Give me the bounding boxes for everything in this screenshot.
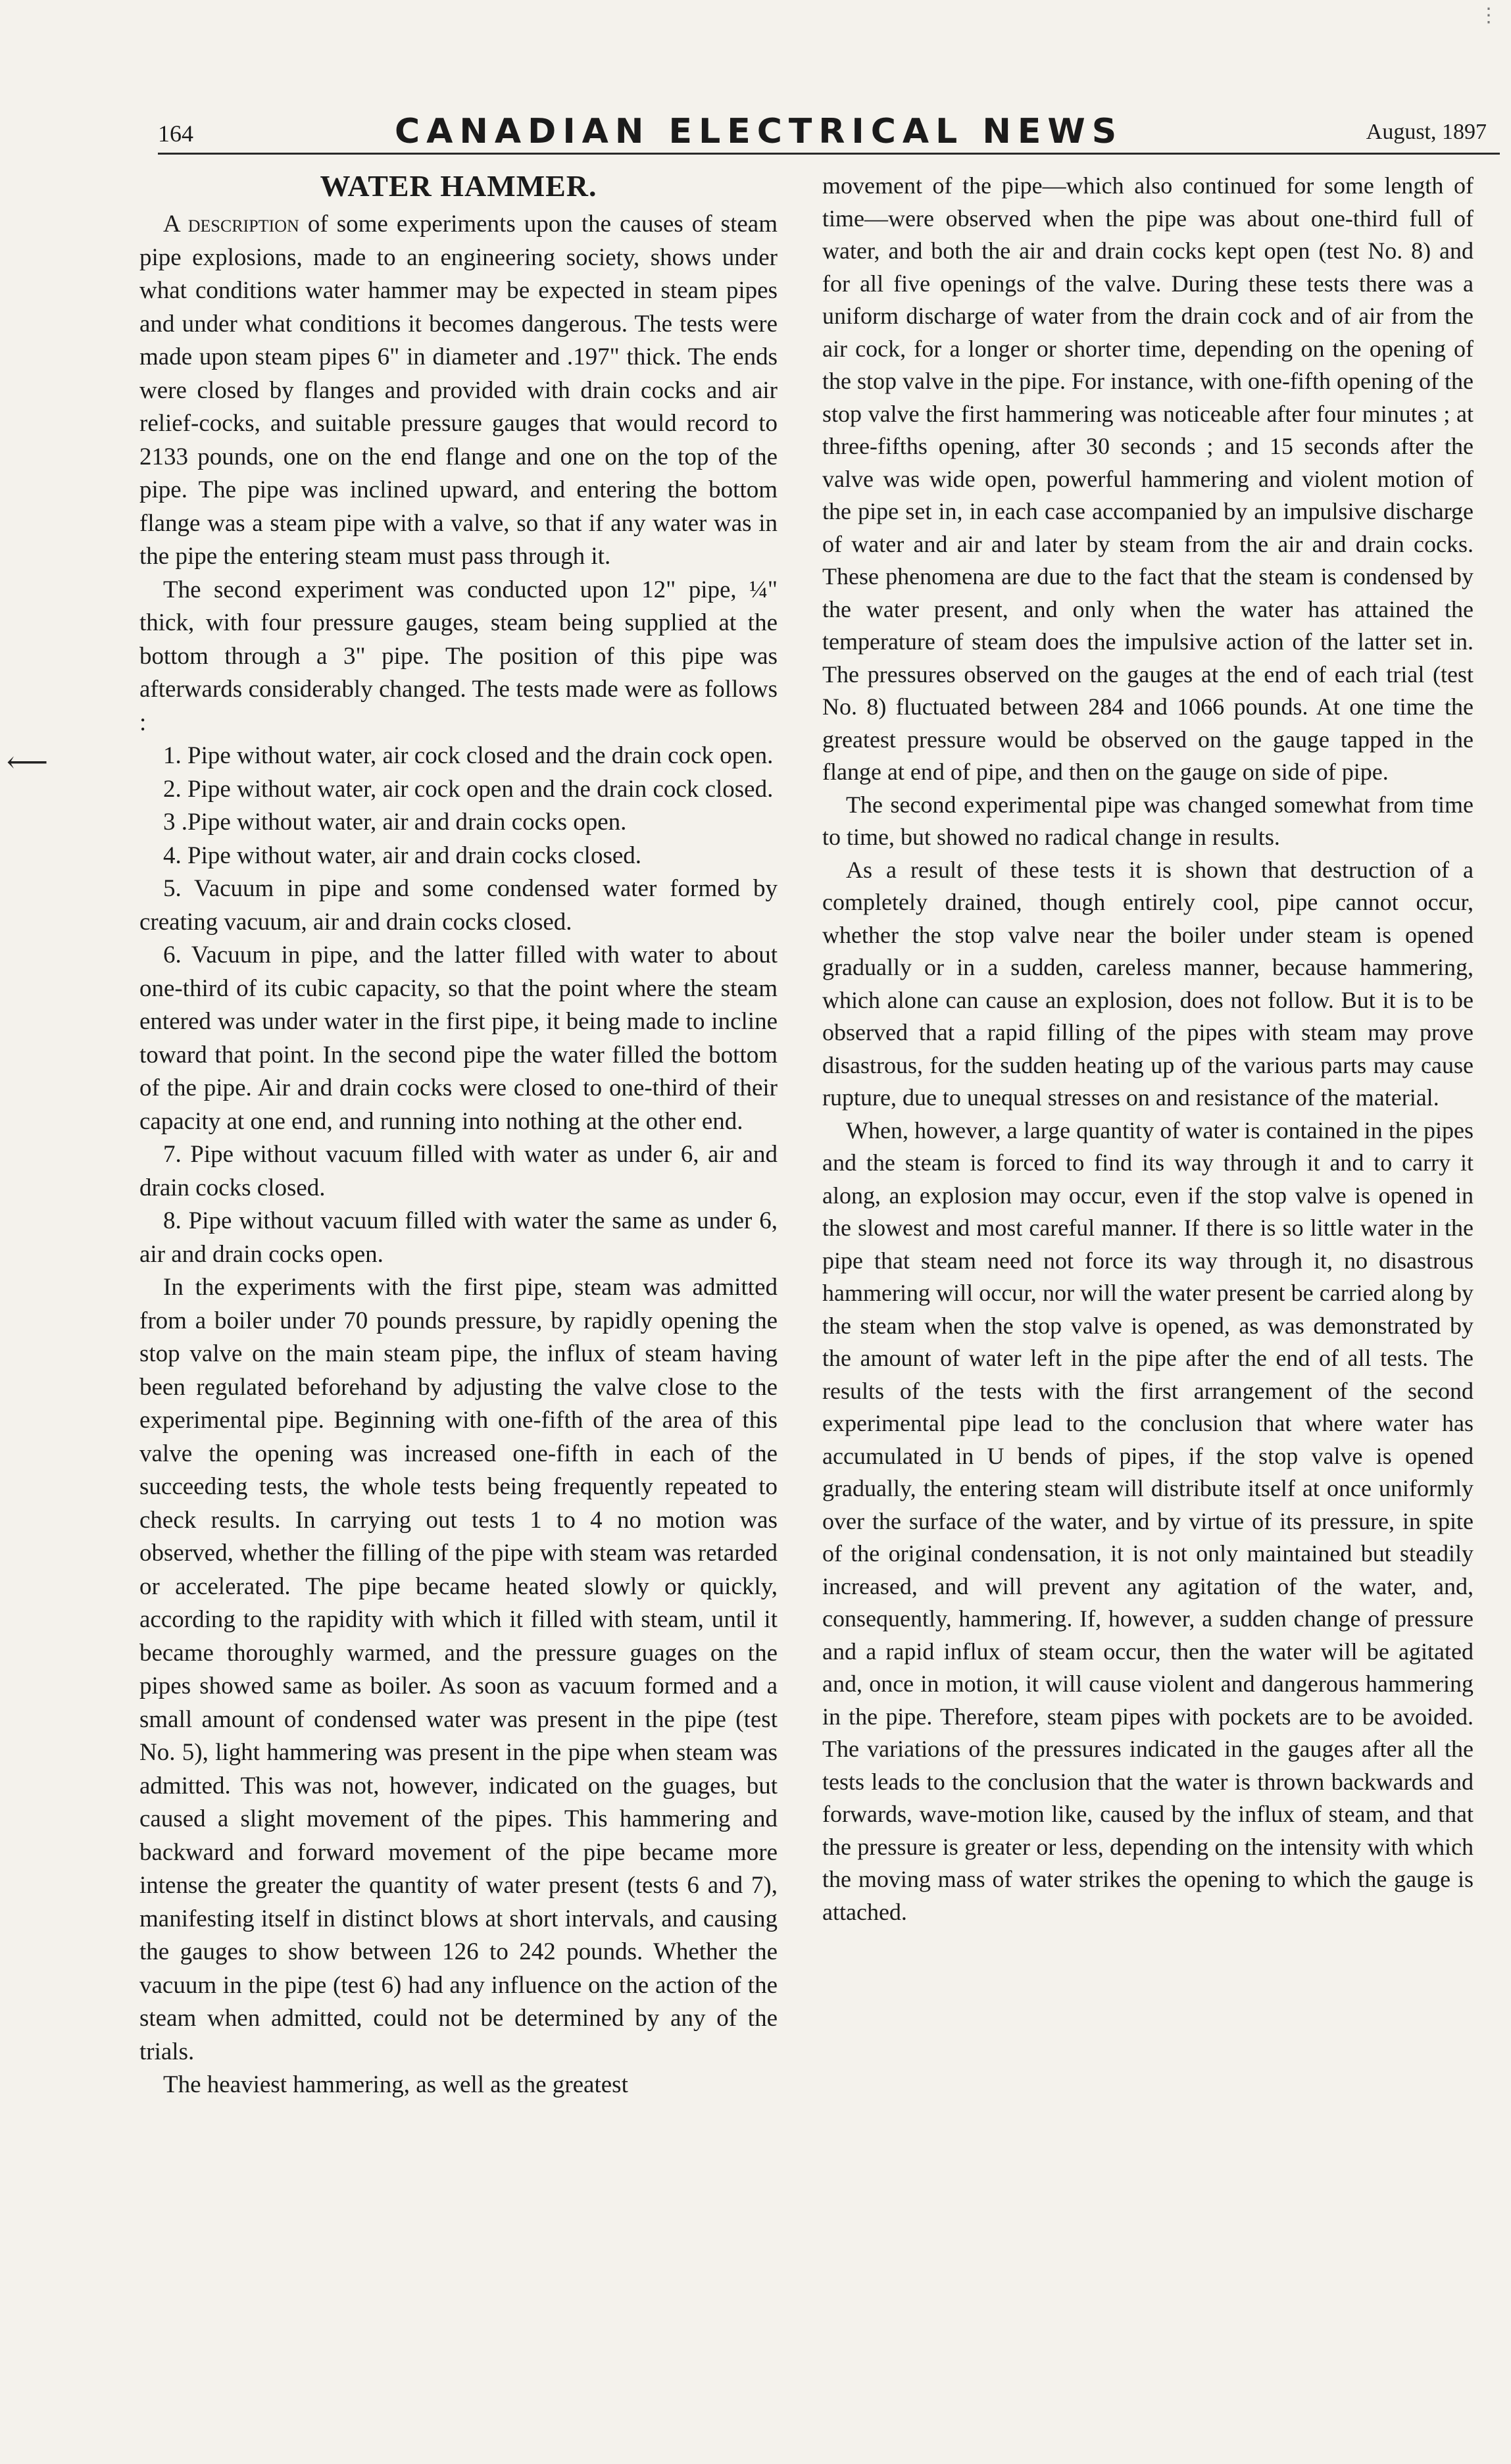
page-number: 164 <box>158 120 193 147</box>
list-item: 6. Vacuum in pipe, and the latter filled with water to about one-third of its cubic capacity, so that the point where the steam entered was under water in the first pipe, it being made to incline toward that point. In the second pipe the water filled the bottom of the pipe. Air and drain cocks were closed to one-third of their capacity at one end, and running into nothing at the other end. <box>139 942 778 1135</box>
paragraph: In the experiments with the first pipe, steam was admitted from a boiler under 70 pounds pressure, by rapidly opening the stop valve on the main steam pipe, the influx of steam having been regulated beforehand by adjusting the valve close to the experimental pipe. Beginning with one-fifth of the area of this valve the opening was increased one-fifth in each of the succeeding tests, the whole tests being frequently repeated to check results. In carrying out tests 1 to 4 no motion was observed, whether the filling of the pipe with steam was retarded or accelerated. The pipe became heated slowly or quickly, according to the rapidity with which it filled with steam, until it became thoroughly warmed, and the pressure guages on the pipes showed same as boiler. As soon as vacuum formed and a small amount of condensed water was present in the pipe (test No. 5), light hammering was present in the pipe when steam was admitted. This was not, however, indicated on the guages, but caused a slight movement of the pipes. This hammering and backward and forward movement of the pipe became more intense the greater the quantity of water present (tests 6 and 7), manifesting itself in distinct blows at short intervals, and causing the gauges to show between 126 to 242 pounds. Whether the vacuum in the pipe (test 6) had any influence on the action of the steam when admitted, could not be determined by any of the trials. <box>139 1274 778 2065</box>
list-item: 8. Pipe without vacuum filled with water the same as under 6, air and drain cocks open. <box>139 1207 778 1268</box>
paragraph: When, however, a large quantity of water is contained in the pipes and the steam is forced to find its way through it and to carry it along, an explosion may occur, even if the stop valve is opened in the slowest and most careful manner. If there is so little water in the pipe that steam need not force its way through it, no disastrous hammering will occur, nor will the water present be carried along by the steam when the stop valve is opened, as was demonstrated by the amount of water left in the pipe after the end of all tests. The results of the tests with the first arrangement of the second experimental pipe lead to the conclusion that where water has accumulated in U bends of pipes, if the stop valve is opened gradually, the entering steam will distribute itself at once uniformly over the surface of the water, and by virtue of its pressure, in spite of the original condensation, it is not only maintained but steadily increased, and will prevent any agitation of the water, and, consequently, hammering. If, however, a sudden change of pressure and a rapid influx of steam occur, then the water will be agitated and, once in motion, it will cause violent and dangerous hammering in the pipe. Therefore, steam pipes with pockets are to be avoided. The variations of the pressures indicated in the gauges after all the tests leads to the conclusion that the water is thrown backwards and forwards, wave-motion like, caused by the influx of steam, and that the pressure is greater or less, depending on the intensity with which the moving mass of water strikes the opening to which the gauge is attached. <box>822 1117 1474 1925</box>
issue-date: August, 1897 <box>1366 120 1487 144</box>
lead-smallcaps: A description <box>163 211 299 238</box>
article-title: WATER HAMMER. <box>320 169 597 203</box>
right-column <box>822 170 1474 1928</box>
lead-text: of some experiments upon the causes of steam pipe explosions, made to an engineering society, shows under what conditions water hammer may be expected in steam pipes and under what conditions it becomes dangerous. The tests were made upon steam pipes 6" in diameter and .197" thick. The ends were closed by flanges and provided with drain cocks and air relief-cocks, and suitable pressure gauges that would record to 2133 pounds, one on the end flange and one on the top of the pipe. The pipe was inclined upward, and entering the bottom flange was a steam pipe with a valve, so that if any water was in the pipe the entering steam must pass through it. <box>139 211 778 570</box>
list-item: 2. Pipe without water, air cock open and the drain cock closed. <box>163 775 774 803</box>
corner-mark: ⋮ <box>1479 4 1499 27</box>
header-rule <box>158 153 1500 155</box>
margin-arrow-icon: ⟵ <box>7 745 49 779</box>
continued-paragraph: movement of the pipe—which also continued for some length of time—were observed when the pipe was about one-third full of water, and both the air and drain cocks kept open (test No. 8) and for all five openings of the valve. During these tests there was a uniform discharge of water from the drain cock and of air from the air cock, for a longer or shorter time, depending on the opening of the stop valve in the pipe. For instance, with one-fifth opening of the stop valve the first hammering was noticeable after four minutes ; at three-fifths opening, after 30 seconds ; and 15 seconds after the valve was wide open, powerful hammering and violent motion of the pipe set in, in each case accompanied by an impulsive discharge of water and air and later by steam from the air and drain cocks. These phenomena are due to the fact that the steam is condensed by the water present, and only when the water has attained the temperature of steam does the impulsive action of the latter set in. The pressures observed on the gauges at the end of each trial (test No. 8) fluctuated between 284 and 1066 pounds. At one time the greatest pressure would be observed on the gauge tapped in the flange at end of pipe, and then on the gauge on side of pipe. <box>822 172 1474 785</box>
paragraph: The second experiment was conducted upon 12" pipe, ¼" thick, with four pressure gauges, steam being supplied at the bottom through a 3" pipe. The position of this pipe was afterwards considerably changed. The tests made were as follows : <box>139 576 778 736</box>
list-item: 7. Pipe without vacuum filled with water as under 6, air and drain cocks closed. <box>139 1141 778 1201</box>
paragraph: The heaviest hammering, as well as the greatest <box>163 2071 628 2098</box>
list-item: 1. Pipe without water, air cock closed and the drain cock open. <box>163 742 774 769</box>
page-header <box>158 112 1500 158</box>
left-column <box>139 166 778 2102</box>
list-item: 4. Pipe without water, air and drain cocks closed. <box>163 842 642 869</box>
list-item: 5. Vacuum in pipe and some condensed water formed by creating vacuum, air and drain cocks closed. <box>139 875 778 936</box>
paragraph: As a result of these tests it is shown that destruction of a completely drained, though entirely cool, pipe cannot occur, whether the stop valve near the boiler under steam is opened gradually or in a sudden, careless manner, because hammering, which alone can cause an explosion, does not follow. But it is to be observed that a rapid filling of the pipes with steam may prove disastrous, for the sudden heating up of the various parts may cause rupture, due to unequal stresses on and resistance of the material. <box>822 856 1474 1111</box>
masthead: CANADIAN ELECTRICAL NEWS <box>395 112 1124 151</box>
lead-paragraph <box>139 208 778 574</box>
paragraph: The second experimental pipe was changed somewhat from time to time, but showed no radical change in results. <box>822 791 1474 850</box>
list-item: 3 .Pipe without water, air and drain cocks open. <box>163 809 627 836</box>
